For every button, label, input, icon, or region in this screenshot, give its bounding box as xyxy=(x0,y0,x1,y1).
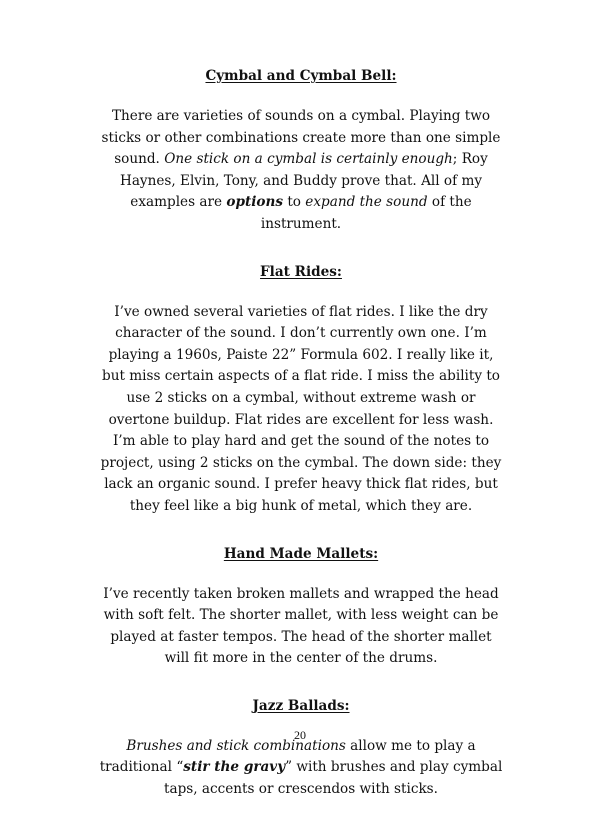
section-paragraph xyxy=(98,106,504,236)
text-run: ; Roy Haynes, Elvin, Tony, and Buddy prove that. All of my examples are xyxy=(119,151,488,211)
text-run: I’ve recently taken broken mallets and wrapped the head with soft felt. The shorter mallet, with less weight can be played at faster tempos. The head of the shorter mallet will fit more in the center of the drums. xyxy=(103,585,499,667)
section-flat-rides xyxy=(98,262,504,518)
italic-text: Brushes and stick combinations xyxy=(126,737,346,754)
bold-italic-text: options xyxy=(226,194,283,211)
italic-text: One stick on a cymbal is certainly enough xyxy=(164,151,453,168)
section-paragraph xyxy=(98,584,504,670)
text-run: ” with brushes and play cymbal taps, accents or crescendos with sticks. xyxy=(164,759,503,798)
text-run: to xyxy=(283,194,306,211)
bold-italic-text: stir the gravy xyxy=(183,759,286,776)
section-jazz-ballads xyxy=(98,696,504,801)
section-heading: Hand Made Mallets: xyxy=(223,545,379,562)
text-run: of the instrument. xyxy=(260,194,472,232)
text-run: There are varieties of sounds on a cymbal. Playing two sticks or other combinations create more than one simple sound. xyxy=(101,108,501,168)
section-heading: Flat Rides: xyxy=(260,263,342,280)
text-run: I’ve owned several varieties of flat rides. I like the dry character of the sound. I don’t currently own one. I’m playing a 1960s, Paiste 22” Formula 602. I really like it, but miss certain aspects of a flat ride. I miss the ability to use 2 sticks on a cymbal, without extreme wash or overtone buildup. Flat rides are excellent for less wash. I’m able to play hard and get the sound of the notes to project, using 2 sticks on the cymbal. The down side: they lack an organic sound. I prefer heavy thick flat rides, but they feel like a big hunk of metal, which they are. xyxy=(100,303,502,514)
section-heading: Jazz Ballads: xyxy=(252,697,350,714)
section-heading: Cymbal and Cymbal Bell: xyxy=(205,68,397,84)
italic-text: expand the sound xyxy=(305,194,428,211)
section-hand-made-mallets xyxy=(98,544,504,670)
section-paragraph xyxy=(98,736,504,801)
text-run: allow me to play a traditional “ xyxy=(99,737,476,776)
page-number: 20 xyxy=(294,728,306,742)
section-paragraph xyxy=(98,302,504,518)
section-cymbal-bell xyxy=(98,66,504,236)
page-content xyxy=(98,66,504,827)
